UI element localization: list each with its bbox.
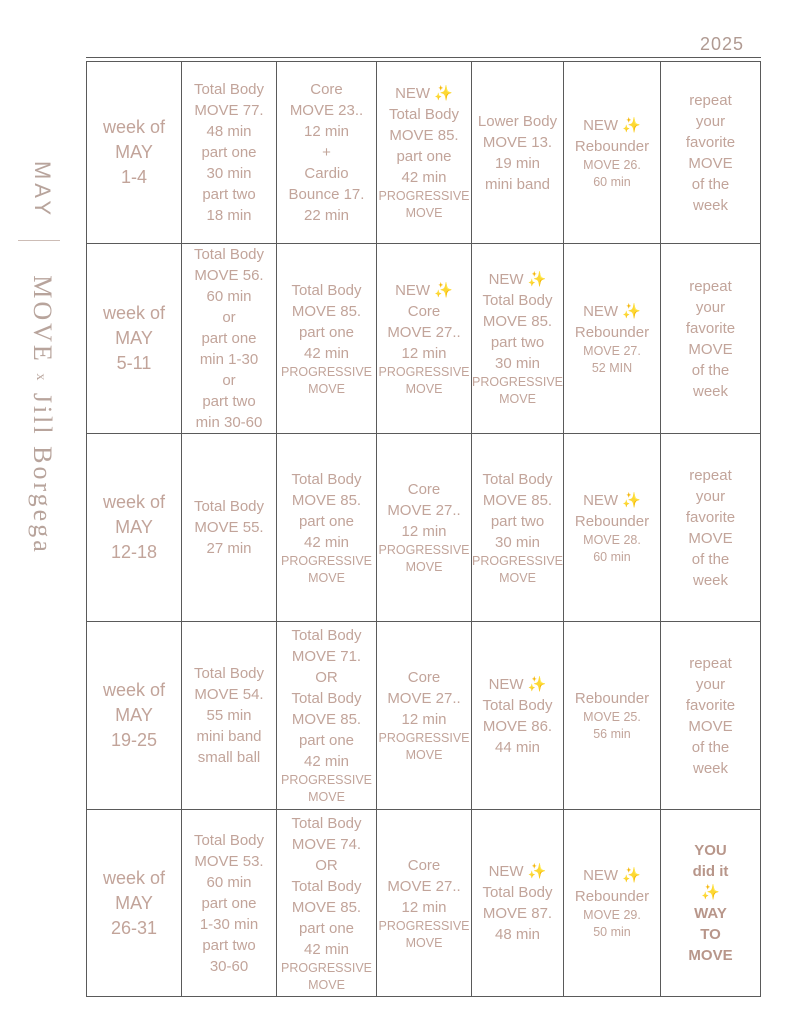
workout-line: 60 min	[206, 288, 252, 305]
week-label-cell	[87, 62, 182, 244]
workout-line: MOVE	[308, 790, 345, 804]
workout-line: OR	[315, 669, 338, 686]
workout-line: 12 min	[303, 123, 350, 140]
workout-line: Total Body	[291, 470, 362, 488]
workout-line: Total Body	[482, 696, 553, 714]
workout-line: or	[222, 372, 236, 389]
workout-cell	[182, 810, 277, 997]
sidebar-brand-text	[27, 275, 57, 554]
sparkle-icon: ✨	[622, 491, 641, 509]
workout-line: Lower Body	[477, 112, 558, 130]
workout-line: MOVE	[308, 570, 345, 585]
workout-line: MOVE 85.	[389, 127, 459, 144]
workout-line: week	[692, 759, 729, 777]
week-label-cell	[87, 434, 182, 622]
workout-line: PROGRESSIVE	[378, 189, 470, 203]
workout-line: min 30-60	[195, 414, 263, 431]
brand-main: MOVE	[28, 275, 57, 364]
workout-cell	[661, 434, 761, 622]
week-label-line: 26-31	[110, 917, 158, 938]
workout-cell	[564, 622, 661, 810]
workout-cell	[472, 62, 564, 244]
workout-line: Core	[407, 856, 441, 874]
sparkle-icon: ✨	[622, 116, 641, 134]
week-label-line: 12-18	[110, 542, 158, 562]
workout-line: 12 min	[401, 898, 447, 916]
workout-line: 48 min	[494, 926, 541, 943]
workout-line: Rebounder	[574, 323, 650, 341]
sidebar-brand	[22, 275, 62, 555]
week-label-line: 1-4	[120, 167, 147, 187]
workout-line: PROGRESSIVE	[378, 918, 470, 933]
workout-cell	[377, 434, 472, 622]
workout-line: part two	[490, 512, 545, 530]
workout-line: PROGRESSIVE	[378, 731, 470, 745]
workout-line: MOVE	[405, 560, 443, 574]
sparkle-icon: ✨	[434, 85, 453, 102]
workout-cell	[564, 244, 661, 434]
workout-cell	[277, 622, 377, 810]
workout-line: your	[695, 675, 726, 693]
sparkle-icon: ✨	[527, 863, 547, 880]
workout-line: OR	[315, 856, 338, 874]
workout-line: MOVE 85.	[482, 313, 553, 330]
workout-cell	[661, 244, 761, 434]
workout-line: 30 min	[494, 355, 541, 372]
workout-line: repeat	[689, 654, 732, 672]
workout-cell	[472, 244, 564, 434]
workout-cell	[564, 434, 661, 622]
workout-line: 44 min	[494, 738, 541, 756]
workout-line: small ball	[197, 749, 261, 766]
workout-line: MOVE 23..	[289, 102, 364, 119]
workout-line: of the	[691, 175, 730, 193]
workout-line: part one	[201, 330, 257, 347]
sparkle-icon: ✨	[527, 675, 547, 693]
workout-line: PROGRESSIVE	[281, 773, 372, 787]
workout-line: part one	[298, 919, 355, 937]
week-label-cell	[87, 810, 182, 997]
workout-line: favorite	[685, 133, 736, 151]
workout-line: MOVE 54.	[194, 686, 264, 703]
workout-line: 12 min	[401, 523, 447, 540]
workout-line: WAY	[694, 905, 727, 922]
workout-line: repeat	[689, 466, 732, 484]
workout-cell	[472, 434, 564, 622]
workout-line: MOVE	[405, 748, 443, 762]
workout-line: Total Body	[482, 470, 553, 488]
week-row	[87, 622, 761, 810]
workout-line: mini band	[196, 728, 262, 745]
workout-line: of the	[691, 738, 730, 756]
brand-name: Jill Borgega	[28, 392, 57, 555]
workout-line: MOVE	[688, 717, 733, 735]
workout-line: part two	[202, 936, 256, 954]
workout-line: MOVE 28.	[583, 532, 641, 547]
workout-line: Total Body	[291, 877, 362, 895]
workout-cell	[472, 810, 564, 997]
workout-line: 52 MIN	[591, 360, 633, 375]
workout-line: 60 min	[206, 873, 252, 891]
workout-line: Total Body	[482, 884, 553, 901]
workout-line: Rebounder	[574, 137, 650, 155]
workout-cell	[377, 244, 472, 434]
workout-cell	[277, 434, 377, 622]
workout-line: MOVE 86.	[482, 717, 553, 735]
week-label-line: 19-25	[110, 730, 158, 750]
workout-line: NEW ✨	[488, 271, 547, 288]
workout-cell	[182, 622, 277, 810]
workout-line: Total Body	[388, 106, 460, 123]
workout-line: NEW ✨	[583, 491, 641, 509]
year-label: 2025	[700, 34, 745, 54]
workout-line: PROGRESSIVE	[281, 553, 372, 568]
workout-line: Rebounder	[574, 512, 650, 530]
week-label-line: 5-11	[116, 353, 152, 373]
workout-line: 60 min	[593, 174, 631, 189]
workout-line: Core	[407, 481, 441, 498]
brand-x: x	[32, 373, 48, 384]
week-row	[87, 434, 761, 622]
workout-line: part one	[298, 323, 355, 341]
workout-line: NEW ✨	[488, 863, 547, 880]
workout-line: Cardio	[304, 165, 349, 182]
workout-line: MOVE	[308, 977, 345, 992]
workout-line: Total Body	[291, 814, 362, 832]
sparkle-icon: ✨	[434, 281, 453, 299]
workout-line: week	[692, 571, 729, 589]
workout-line: or	[222, 309, 236, 326]
workout-line: PROGRESSIVE	[281, 364, 372, 379]
week-label-line: MAY	[115, 328, 153, 348]
workout-line: min 1-30	[199, 351, 259, 368]
workout-line: mini band	[484, 175, 551, 193]
workout-line: MOVE	[308, 381, 345, 396]
week-label-line: week of	[102, 867, 166, 888]
workout-cell	[277, 62, 377, 244]
workout-line: MOVE 27..	[387, 690, 461, 707]
workout-line: Core	[310, 81, 343, 98]
workout-line: 30-60	[209, 957, 249, 975]
workout-line: 56 min	[593, 727, 631, 741]
workout-line: did it	[692, 863, 729, 880]
workout-line: Rebounder	[574, 888, 650, 905]
workout-line: MOVE	[405, 381, 443, 396]
workout-line: part one	[298, 512, 355, 530]
workout-line: 42 min	[303, 753, 350, 770]
workout-line: of the	[691, 361, 730, 379]
workout-line: MOVE 85.	[291, 491, 362, 509]
sidebar-month	[22, 160, 62, 220]
workout-line: Total Body	[193, 831, 265, 849]
workout-line: MOVE 27.	[583, 343, 641, 358]
week-label-line: week of	[102, 680, 166, 700]
workout-line: MOVE 13.	[482, 133, 553, 151]
workout-line: NEW ✨	[583, 867, 641, 884]
workout-line: MOVE 85.	[291, 711, 362, 728]
week-label-line: MAY	[115, 892, 153, 913]
workout-cell	[661, 810, 761, 997]
workout-line: Total Body	[482, 292, 553, 309]
workout-cell	[564, 62, 661, 244]
workout-line: Total Body	[193, 81, 265, 98]
workout-line: MOVE 27..	[387, 877, 461, 895]
workout-line: your	[695, 298, 726, 316]
workout-line: part one	[201, 144, 257, 161]
sparkle-icon: ✨	[527, 271, 547, 288]
workout-line: 27 min	[206, 540, 252, 557]
workout-line: 30 min	[494, 533, 541, 551]
workout-line: MOVE	[688, 947, 733, 964]
workout-line: MOVE 26.	[583, 157, 641, 172]
workout-line: PROGRESSIVE	[378, 364, 470, 379]
sparkle-icon: ✨	[622, 302, 641, 320]
workout-line: 30 min	[206, 165, 252, 182]
week-label-cell	[87, 622, 182, 810]
sparkle-icon: ✨	[701, 884, 720, 901]
workout-line: repeat	[689, 91, 732, 109]
workout-line: 42 min	[303, 533, 350, 551]
workout-cell	[472, 622, 564, 810]
workout-line: part one	[298, 732, 355, 749]
workout-line: MOVE	[688, 529, 733, 547]
workout-line: 60 min	[593, 549, 631, 564]
workout-line: TO	[700, 926, 721, 943]
workout-line: 48 min	[206, 123, 252, 140]
workout-line: your	[695, 487, 726, 505]
week-label-cell	[87, 244, 182, 434]
workout-line: part one	[201, 894, 257, 912]
workout-line: NEW ✨	[583, 116, 641, 134]
workout-line: NEW ✨	[395, 281, 453, 299]
workout-line: MOVE 87.	[482, 905, 553, 922]
workout-line: 1-30 min	[199, 915, 259, 933]
week-label-line: MAY	[115, 705, 153, 725]
workout-line: MOVE	[405, 206, 443, 220]
workout-line: your	[695, 112, 726, 130]
workout-line: MOVE 85.	[482, 491, 553, 509]
workout-line: Core	[407, 669, 441, 686]
workout-line: 42 min	[303, 344, 350, 362]
workout-line: MOVE 53.	[194, 852, 264, 870]
workout-line: 50 min	[593, 925, 631, 939]
workout-line: YOU	[694, 842, 727, 859]
workout-line: NEW ✨	[488, 675, 547, 693]
workout-line: MOVE 55.	[194, 519, 264, 536]
workout-line: Bounce 17.	[288, 186, 365, 203]
workout-line: Total Body	[291, 627, 362, 644]
workout-line: Total Body	[291, 281, 362, 299]
workout-line: MOVE 85.	[291, 898, 362, 916]
workout-line: Total Body	[193, 665, 265, 682]
week-label-line: week of	[102, 303, 166, 323]
workout-line	[661, 882, 760, 903]
workout-line: part two	[490, 334, 545, 351]
workout-line: MOVE	[405, 935, 443, 950]
workout-line: Core	[407, 302, 441, 320]
week-row	[87, 244, 761, 434]
workout-line: PROGRESSIVE	[378, 543, 470, 557]
workout-line: 55 min	[206, 707, 252, 724]
workout-line: 18 min	[206, 207, 252, 224]
workout-line: Rebounder	[574, 690, 650, 707]
workout-cell	[182, 244, 277, 434]
week-label-line: MAY	[115, 142, 153, 162]
workout-cell	[377, 622, 472, 810]
workout-cell	[182, 434, 277, 622]
workout-line: MOVE	[688, 154, 733, 172]
workout-line: MOVE 74.	[291, 835, 362, 853]
workout-cell	[377, 810, 472, 997]
workout-line: week	[692, 382, 729, 400]
workout-cell	[182, 62, 277, 244]
workout-line: week	[692, 196, 729, 214]
workout-line: part two	[202, 393, 256, 410]
workout-line: Total Body	[291, 690, 362, 707]
workout-line: MOVE	[688, 340, 733, 358]
workout-line: MOVE 25.	[583, 710, 641, 724]
workout-line: 12 min	[401, 344, 447, 362]
workout-line: 12 min	[401, 711, 447, 728]
workout-cell	[277, 810, 377, 997]
week-label-line: week of	[102, 117, 166, 137]
workout-line: MOVE 27..	[387, 502, 461, 519]
workout-line: MOVE 77.	[194, 102, 264, 119]
workout-cell	[377, 62, 472, 244]
sparkle-icon: ✨	[622, 867, 641, 884]
workout-line: PROGRESSIVE	[472, 553, 563, 568]
workout-cell	[277, 244, 377, 434]
workout-line: MOVE 56.	[194, 267, 264, 284]
workout-line: MOVE	[499, 392, 536, 406]
workout-line: favorite	[685, 319, 736, 337]
workout-line: MOVE 85.	[291, 302, 362, 320]
sidebar-month-text: MAY	[30, 160, 55, 220]
workout-line: PROGRESSIVE	[281, 960, 372, 975]
sidebar-divider	[18, 240, 60, 241]
workout-line: NEW ✨	[583, 302, 641, 320]
workout-line: +	[322, 144, 331, 161]
workout-line: 42 min	[303, 940, 350, 958]
workout-line: 42 min	[401, 169, 447, 186]
workout-line: favorite	[685, 696, 736, 714]
workout-line: favorite	[685, 508, 736, 526]
workout-line: of the	[691, 550, 730, 568]
workout-line: part one	[396, 148, 452, 165]
workout-cell	[661, 62, 761, 244]
workout-line: MOVE 27..	[387, 323, 461, 341]
workout-line: part two	[202, 186, 256, 203]
workout-line: MOVE	[499, 570, 536, 585]
week-row	[87, 62, 761, 244]
workout-line: MOVE 71.	[291, 648, 362, 665]
workout-line: MOVE 29.	[583, 908, 641, 922]
week-label-line: week of	[102, 492, 166, 512]
week-row	[87, 810, 761, 997]
workout-cell	[661, 622, 761, 810]
week-label-line: MAY	[115, 517, 153, 537]
workout-line: NEW ✨	[395, 85, 453, 102]
workout-line: 22 min	[303, 207, 350, 224]
workout-line: PROGRESSIVE	[472, 375, 563, 389]
workout-line: repeat	[689, 277, 732, 295]
workout-line: Total Body	[193, 498, 265, 515]
workout-cell	[564, 810, 661, 997]
workout-calendar	[86, 61, 761, 997]
top-rule	[86, 57, 761, 58]
workout-line: 19 min	[494, 154, 541, 172]
workout-line: Total Body	[193, 246, 265, 263]
